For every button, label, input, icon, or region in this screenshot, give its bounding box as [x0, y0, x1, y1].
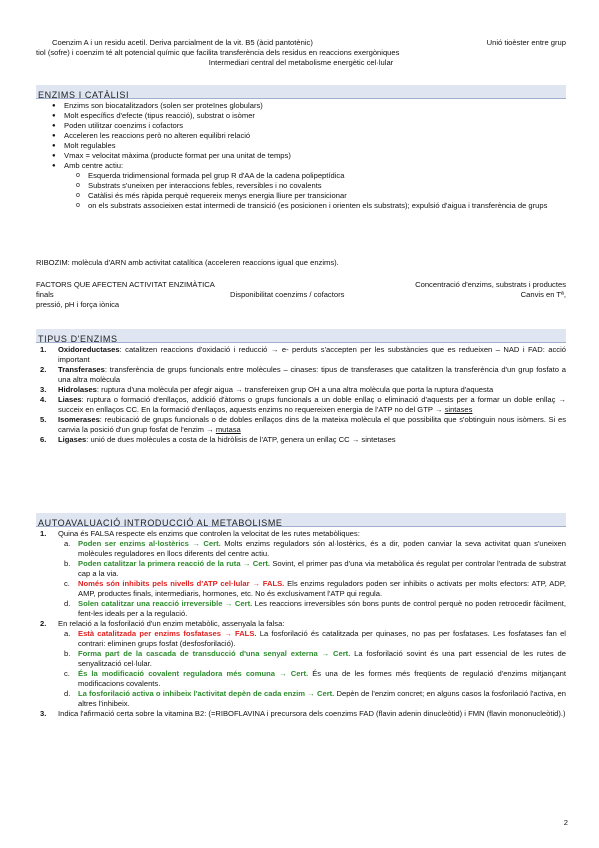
factors: FACTORS QUE AFECTEN ACTIVITAT ENZIMÀTICA Concentració d'enzims, substrats i productes finals Disponibilitat coenzims / cofactors Canvis en Tª, pressió, pH i força iònica	[36, 280, 566, 309]
intro-line-2: tiol (sofre) i coenzim té alt potencial químic que facilita transferència dels residus en reaccions exergòniques	[36, 48, 400, 57]
intro-line-1: Coenzim A i un residu acetil. Deriva parcialment de la vit. B5 (àcid pantotènic) Unió tioèster entre grup	[52, 38, 566, 47]
answer-option: d. Solen catalitzar una reacció irreversible → Cert. Les reaccions irreversibles són bons punts de control perquè no poden retrocedir fàcilment, fent-les ideals per a la regulació.	[64, 599, 566, 618]
bullet-item: ● Molt regulables	[64, 141, 566, 151]
enzims-bullets	[36, 101, 566, 211]
answer-option: b. Forma part de la cascada de transducció d'una senyal externa → Cert. La fosforilació sovint és una part essencial de les rutes de senyalització cel·lular.	[64, 649, 566, 668]
enzyme-types-list	[36, 345, 566, 445]
list-item: 1. Oxidoreductases: catalitzen reaccions d'oxidació i reducció → e- perduts s'accepten per les substàncies que es redueixen – NAD i FAD: acció important	[40, 345, 566, 364]
answer-option: d. La fosforilació activa o inhibeix l'activitat depèn de cada enzim → Cert. Depèn de l'enzim concret; en alguns casos la fosforilació l'activa, en altres l'inhibeix.	[64, 689, 566, 708]
list-item: 5. Isomerases: reubicació de grups funcionals o de dobles enllaços dins de la mateixa molècula el que possibilita que s'obtinguin nous isòmers. Si es canvia la posició d'un grup fosfat de l'enzim → mutasa	[40, 415, 566, 434]
sub-bullet-item: o Esquerda tridimensional formada pel grup R d'AA de la cadena polipeptídica	[88, 171, 566, 181]
ribozim-note: RIBOZIM: molècula d'ARN amb activitat catalítica (acceleren reaccions igual que enzims).	[36, 258, 339, 267]
list-item: 2. Transferases: transferència de grups funcionals entre molècules – cinases: tipus de transferases que catalitzen la transferència d'un grup fosfato a una altra molècula	[40, 365, 566, 384]
section-header-enzims: ENZIMS I CATÀLISI	[36, 85, 566, 99]
answer-option: c. Només són inhibits pels nivells d'ATP cel·lular → FALS. Els enzims reguladors poden ser inhibits o activats per molts efectors: ATP, ADP, AMP, productes finals, intermediaris, hormones, etc. No és exclusivament l'ATP qui regula.	[64, 579, 566, 598]
question-2: 2. En relació a la fosforilació d'un enzim metabòlic, assenyala la falsa: a. Està catalitzada per enzims fosfatases → FALS. La fosforilació és catalitzada per quinases, no pas per fosfatases. Les fosfatases fan el contrari: eliminen grups fosfat (desfosforilació). b. Forma part de la cascada de transducció d'una senyal externa → Cert. La fosforilació sovint és una part essencial de les rutes de senyalització cel·lular. c. És la modificació covalent reguladora més comuna → Cert. És una de les formes més freqüents de regulació d'enzims mitjançant modificacions covalents. d. La fosforilació activa o inhibeix l'activitat depèn de cada enzim → Cert. Depèn de l'enzim concret; en alguns casos la fosforilació l'activa, en altres l'inhibeix.	[40, 619, 566, 708]
bullet-item: ● Molt específics d'efecte (tipus reacció), substrat o isòmer	[64, 111, 566, 121]
bullet-item: ● Vmax = velocitat màxima (producte format per una unitat de temps)	[64, 151, 566, 161]
question-3: 3. Indica l'afirmació certa sobre la vitamina B2: (=RIBOFLAVINA i precursora dels coenzims FAD (flavin adenin dinucleòtid) i FMN (flavin mononucleòtid).)	[40, 709, 566, 718]
bullet-item: ● Amb centre actiu: o Esquerda tridimensional formada pel grup R d'AA de la cadena polipeptídica o Substrats s'uneixen per interaccions febles, reversibles i no covalents o Catàlisi és més ràpida perquè requereix menys energia lliure per transicionar o on els substrats associeixen estat intermedi de transició (es posicionen i orienten els substrats); expulsió d'aigua i transferència de grups	[64, 161, 566, 211]
factors-title: FACTORS QUE AFECTEN ACTIVITAT ENZIMÀTICA	[36, 280, 215, 289]
section-header-autoavaluacio: AUTOAVALUACIÓ INTRODUCCIÓ AL METABOLISME	[36, 513, 566, 527]
sub-bullet-item: o Substrats s'uneixen per interaccions febles, reversibles i no covalents	[88, 181, 566, 191]
bullet-item: ● Enzims son biocatalitzadors (solen ser proteïnes globulars)	[64, 101, 566, 111]
bullet-item: ● Poden utilitzar coenzims i cofactors	[64, 121, 566, 131]
list-item: 3. Hidrolases: ruptura d'una molècula per afegir aigua → transfereixen grup OH a una altra molècula que porta la ruptura d'aquesta	[40, 385, 494, 394]
answer-option: a. Poden ser enzims al·lostèrics → Cert. Molts enzims reguladors són al·lostèrics, és a dir, poden canviar la seva activitat quan s'uneixen molècules reguladores en llocs diferents del centre actiu.	[64, 539, 567, 558]
bullet-item: ● Acceleren les reaccions però no alteren equilibri relació	[64, 131, 566, 141]
question-1: 1. Quina és FALSA respecte els enzims que controlen la velocitat de les rutes metabòliques: a. Poden ser enzims al·lostèrics → Cert. Molts enzims reguladors són al·lostèrics, és a dir, poden canviar la seva activitat quan s'uneixen molècules reguladores en llocs diferents del centre actiu. b. Poden catalitzar la primera reacció de la ruta → Cert. Sovint, el primer pas d'una via metabòlica és regulat per controlar l'entrada de substrat cap a la via. c. Només són inhibits pels nivells d'ATP cel·lular → FALS. Els enzims reguladors poden ser inhibits o activats per molts efectors: ATP, ADP, AMP, productes finals, intermediaris, hormones, etc. No és exclusivament l'ATP qui regula. d. Solen catalitzar una reacció irreversible → Cert. Les reaccions irreversibles són bons punts de control perquè no poden retrocedir fàcilment, fent-les ideals per a la regulació.	[40, 529, 567, 618]
intro	[36, 38, 566, 68]
answer-option: b. Poden catalitzar la primera reacció de la ruta → Cert. Sovint, el primer pas d'una via metabòlica és regulat per controlar l'entrada de substrat cap a la via.	[64, 559, 566, 578]
answer-option: c. És la modificació covalent reguladora més comuna → Cert. És una de les formes més freqüents de regulació d'enzims mitjançant modificacions covalents.	[64, 669, 566, 688]
sub-bullet-item: o Catàlisi és més ràpida perquè requereix menys energia lliure per transicionar	[88, 191, 566, 201]
page-number: 2	[563, 818, 568, 827]
sub-bullet-item: o on els substrats associeixen estat intermedi de transició (es posicionen i orienten els substrats); expulsió d'aigua i transferència de grups	[88, 201, 566, 211]
intro-line-3: Intermediari central del metabolisme energètic cel·lular	[208, 58, 394, 67]
answer-option: a. Està catalitzada per enzims fosfatases → FALS. La fosforilació és catalitzada per quinases, no pas per fosfatases. Les fosfatases fan el contrari: eliminen grups fosfat (desfosforilació).	[64, 629, 566, 648]
list-item: 4. Liases: ruptura o formació d'enllaços, addició d'àtoms o grups funcionals a un doble enllaç o eliminació d'aquests per a formar un doble enllaç → succeix en enllaços CC. En la formació d'enllaços, aquests enzims no requereixen energia de l'ATP no del GTP → sintases	[40, 395, 566, 414]
list-item: 6. Ligases: unió de dues molècules a costa de la hidròlisis de l'ATP, genera un enllaç CC → sintetases	[40, 435, 396, 444]
section-header-tipus: TIPUS D'ENZIMS	[36, 329, 566, 343]
quiz	[36, 529, 566, 719]
